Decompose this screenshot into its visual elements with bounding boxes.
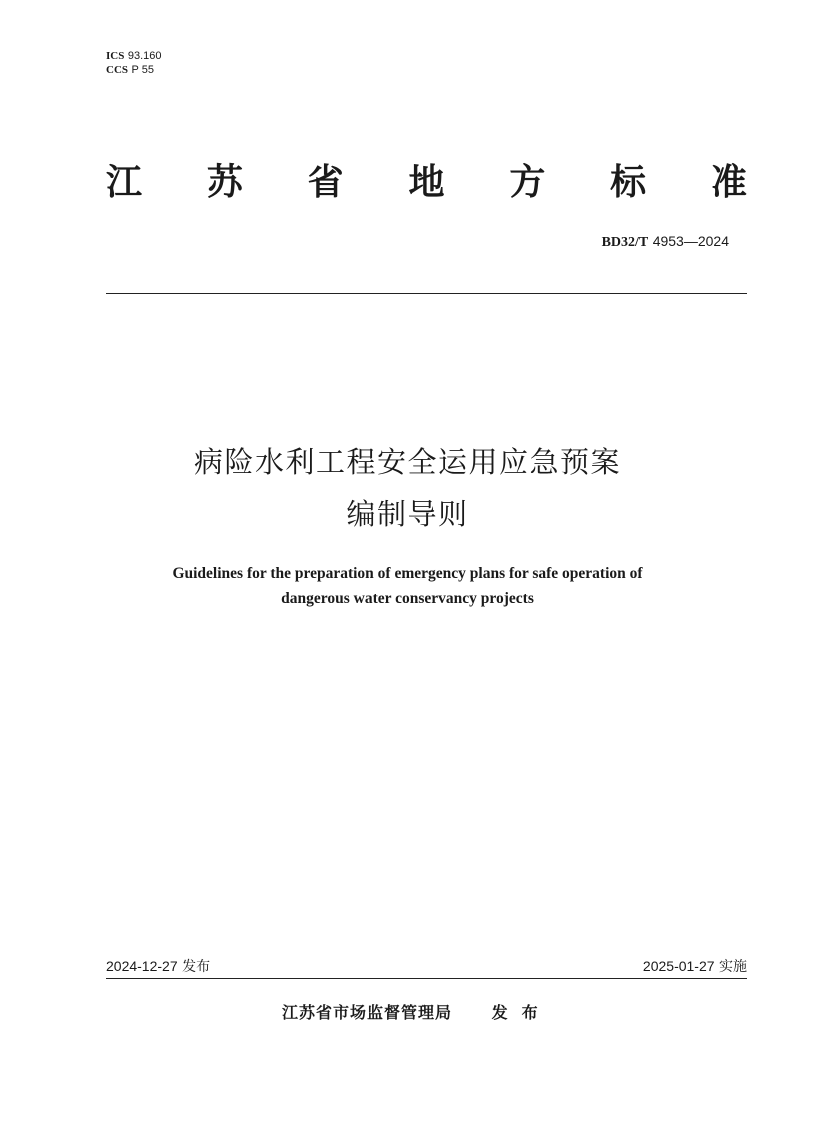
ics-value: 93.160 [127, 50, 162, 62]
standard-number [602, 232, 729, 252]
standard-type-char: 标 [610, 162, 647, 203]
header-divider [106, 293, 747, 294]
standard-type-char: 准 [710, 162, 747, 203]
ccs-label: CCS [106, 64, 129, 76]
publisher-action: 发布 [491, 1003, 552, 1022]
implementation-date-value: 2025-01-27 [642, 958, 715, 974]
footer-divider [106, 978, 747, 979]
publisher-organization: 江苏省市场监督管理局 [282, 1003, 453, 1022]
english-title-line-1: Guidelines for the preparation of emergency plans for safe operation of [172, 565, 643, 582]
standard-type-char: 苏 [206, 162, 243, 203]
issue-date-value: 2024-12-27 [106, 958, 178, 974]
ics-label: ICS [106, 50, 125, 62]
implementation-date [643, 957, 747, 976]
standard-number-digits: 4953—2024 [652, 233, 729, 249]
publisher [282, 1002, 552, 1024]
ics-code [106, 49, 162, 63]
standard-type-char: 地 [408, 162, 445, 203]
standard-type-char: 江 [106, 162, 143, 203]
ccs-value: P 55 [131, 64, 154, 76]
ccs-code [106, 63, 162, 77]
implementation-date-label: 实施 [719, 959, 747, 975]
english-title-line-2: dangerous water conservancy projects [281, 590, 534, 607]
standard-type-char: 方 [509, 162, 546, 203]
standard-number-prefix: BD32/T [601, 235, 649, 250]
chinese-title-line-2: 编制导则 [346, 497, 469, 531]
standard-type-char: 省 [307, 162, 344, 203]
chinese-title-line-1: 病险水利工程安全运用应急预案 [193, 445, 621, 479]
classification-codes [106, 49, 162, 77]
issue-date-label: 发布 [182, 959, 211, 975]
issue-date [106, 957, 210, 976]
standard-type-heading [106, 160, 747, 206]
